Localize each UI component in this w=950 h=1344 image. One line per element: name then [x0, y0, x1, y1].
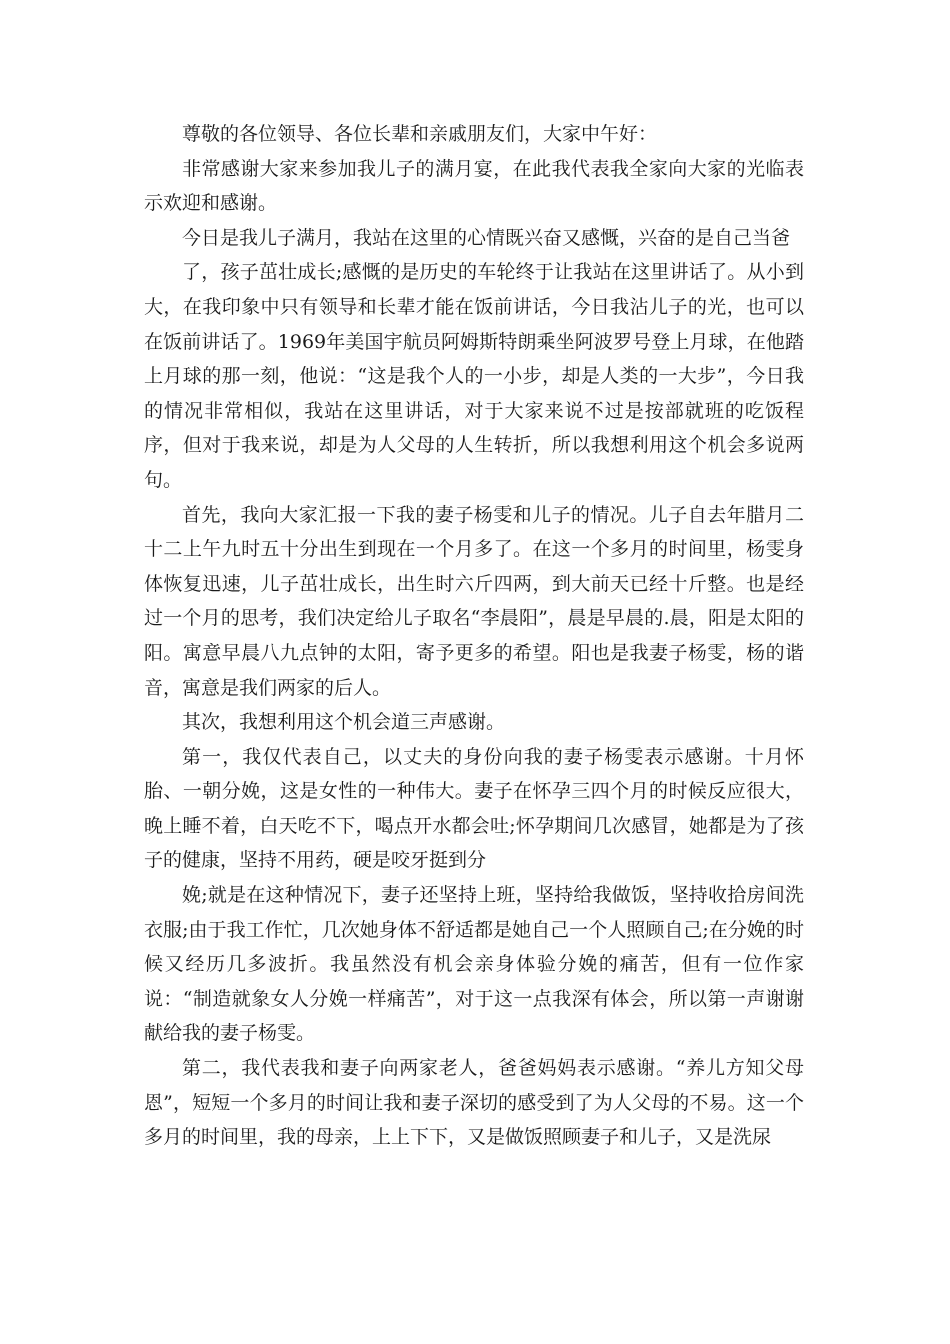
paragraph-feelings-continued: 了，孩子茁壮成长;感慨的是历史的车轮终于让我站在这里讲话了。从小到大，在我印象中只有领导和长辈才能在饭前讲话，今日我沾儿子的光，也可以在饭前讲话了。1969年美国宇航员阿姆斯特朗乘坐阿波罗号登上月球，在他踏上月球的那一刻，他说：“这是我个人的一小步，却是人类的一大步”，今日我的情况非常相似，我站在这里讲话，对于大家来说不过是按部就班的吃饭程序，但对于我来说，却是为人父母的人生转折，所以我想利用这个机会多说两句。	[144, 261, 804, 491]
paragraph-report: 首先，我向大家汇报一下我的妻子杨雯和儿子的情况。儿子自去年腊月二十二上午九时五十分出生到现在一个月多了。在这一个多月的时间里，杨雯身体恢复迅速，儿子茁壮成长，出生时六斤四两，到大前天已经十斤整。也是经过一个月的思考，我们决定给儿子取名“李晨阳”，晨是早晨的.晨，阳是太阳的阳。寓意早晨八九点钟的太阳，寄予更多的希望。阳也是我妻子杨雯，杨的谐音，寓意是我们两家的后人。	[144, 503, 804, 699]
speech-body	[144, 117, 804, 1155]
paragraph-greeting: 尊敬的各位领导、各位长辈和亲戚朋友们，大家中午好：	[182, 123, 658, 145]
paragraph-thanks-intro: 其次，我想利用这个机会道三声感谢。	[182, 711, 506, 734]
paragraph-thanks-first-continued: 娩;就是在这种情况下，妻子还坚持上班，坚持给我做饭，坚持收拾房间洗衣服;由于我工作忙，几次她身体不舒适都是她自己一个人照顾自己;在分娩的时候又经历几多波折。我虽然没有机会亲身体验分娩的痛苦，但有一位作家说：“制造就象女人分娩一样痛苦”，对于这一点我深有体会，所以第一声谢谢献给我的妻子杨雯。	[144, 884, 804, 1045]
paragraph-feelings-start: 今日是我儿子满月，我站在这里的心情既兴奋又感慨，兴奋的是自己当爸	[182, 226, 791, 249]
paragraph-thanks-first: 第一，我仅代表自己，以丈夫的身份向我的妻子杨雯表示感谢。十月怀胎、一朝分娩，这是女性的一种伟大。妻子在怀孕三四个月的时候反应很大，晚上睡不着，白天吃不下，喝点开水都会吐;怀孕期间几次感冒，她都是为了孩子的健康，坚持不用药，硬是咬牙挺到分	[144, 745, 804, 872]
paragraph-thanks-second: 第二，我代表我和妻子向两家老人，爸爸妈妈表示感谢。“养儿方知父母恩”，短短一个多月的时间让我和妻子深切的感受到了为人父母的不易。这一个多月的时间里，我的母亲，上上下下，又是做饭照顾妻子和儿子，又是洗尿	[144, 1057, 804, 1149]
paragraph-welcome: 非常感谢大家来参加我儿子的满月宴，在此我代表我全家向大家的光临表示欢迎和感谢。	[144, 157, 804, 215]
